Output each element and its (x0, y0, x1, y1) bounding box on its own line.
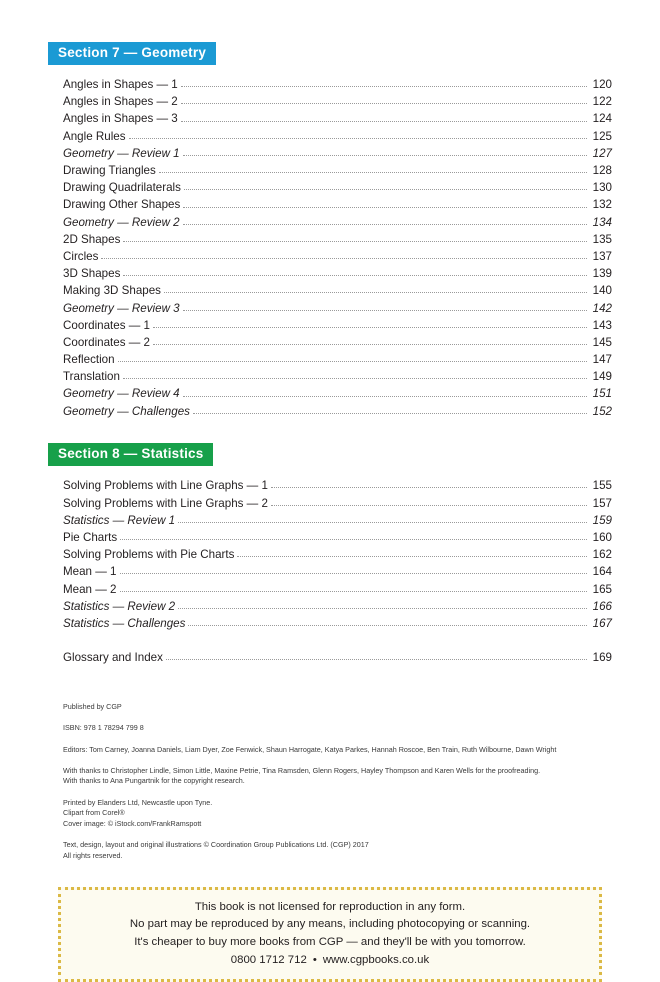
website-link[interactable]: www.cgpbooks.co.uk (322, 954, 430, 967)
toc-entry-title: Angles in Shapes — 1 (63, 78, 178, 92)
toc-entry-page-number: 167 (592, 616, 612, 630)
toc-list-statistics (48, 475, 612, 664)
toc-entry-title: Circles (63, 249, 99, 263)
toc-entry[interactable] (63, 383, 612, 400)
section-header-geometry: Section 7 — Geometry (48, 42, 216, 65)
toc-entry-page-number: 128 (592, 164, 612, 178)
toc-leader-dots (118, 361, 587, 362)
thanks-copyright-line: With thanks to Ana Pungartnik for the copyright research. (63, 776, 245, 786)
rights-reserved-line: All rights reserved. (63, 850, 123, 860)
toc-entry-page-number: 152 (592, 404, 612, 418)
toc-entry-title: Geometry — Review 3 (63, 301, 180, 315)
cover-image-line: Cover image: © iStock.com/FrankRamspott (63, 818, 202, 828)
phone-number: 0800 1712 712 (230, 954, 307, 967)
toc-entry-page-number: 164 (592, 565, 612, 579)
toc-entry-title: Angles in Shapes — 2 (63, 95, 178, 109)
toc-leader-dots (120, 539, 587, 540)
toc-entry-page-number: 139 (592, 267, 612, 281)
clipart-line: Clipart from Corel® (63, 808, 125, 818)
toc-entry-title: Angles in Shapes — 3 (63, 112, 178, 126)
toc-entry[interactable] (63, 509, 612, 526)
toc-entry[interactable] (63, 194, 612, 211)
toc-entry-title: Reflection (63, 353, 115, 367)
toc-leader-dots (120, 573, 588, 574)
toc-entry-page-number: 149 (592, 370, 612, 384)
toc-entry-page-number: 169 (592, 651, 612, 665)
toc-leader-dots (123, 241, 587, 242)
toc-entry-title: Pie Charts (63, 530, 118, 544)
toc-entry-title: Solving Problems with Pie Charts (63, 548, 235, 562)
toc-entry-page-number: 125 (592, 129, 612, 143)
toc-entry[interactable] (63, 177, 612, 194)
toc-entry[interactable] (63, 142, 612, 159)
toc-entry-title: Mean — 1 (63, 565, 117, 579)
toc-entry[interactable] (63, 492, 612, 509)
editors-line: Editors: Tom Carney, Joanna Daniels, Liam Dyer, Zoe Fenwick, Shaun Harrogate, Katya Parkes, Hannah Roscoe, Ben Train, Ruth Wilbourne, Dawn Wright (63, 744, 557, 754)
toc-leader-dots (129, 138, 587, 139)
copyright-line: Text, design, layout and original illustrations © Coordination Group Publications Ltd. (CGP) 2017 (63, 840, 369, 850)
toc-leader-dots (178, 608, 587, 609)
toc-leader-dots (271, 487, 587, 488)
toc-entry-page-number: 134 (592, 215, 612, 229)
toc-entry-page-number: 142 (592, 301, 612, 315)
toc-entry[interactable] (63, 228, 612, 245)
toc-leader-dots (183, 224, 587, 225)
toc-entry-page-number: 151 (592, 387, 612, 401)
toc-entry[interactable] (63, 331, 612, 348)
toc-entry[interactable] (63, 526, 612, 543)
notice-line-1: This book is not licensed for reproduction in any form. (194, 901, 466, 914)
toc-entry-page-number: 132 (592, 198, 612, 212)
toc-leader-dots (181, 121, 587, 122)
toc-leader-dots (181, 86, 587, 87)
toc-entry-title: Angle Rules (63, 129, 126, 143)
toc-entry-title: Statistics — Review 2 (63, 599, 176, 613)
toc-entry-title: Drawing Other Shapes (63, 198, 181, 212)
toc-entry[interactable] (63, 159, 612, 176)
toc-entry-page-number: 140 (592, 284, 612, 298)
toc-entry-title: Solving Problems with Line Graphs — 2 (63, 496, 268, 510)
toc-leader-dots (153, 344, 587, 345)
toc-entry[interactable] (63, 561, 612, 578)
toc-entry-page-number: 165 (592, 582, 612, 596)
toc-entry-page-number: 135 (592, 232, 612, 246)
toc-entry[interactable] (63, 74, 612, 91)
toc-entry[interactable] (63, 595, 612, 612)
toc-entry-title: 2D Shapes (63, 232, 121, 246)
toc-leader-dots (181, 103, 587, 104)
toc-entry-title: Translation (63, 370, 120, 384)
toc-entry-page-number: 122 (592, 95, 612, 109)
toc-leader-dots (166, 659, 587, 660)
toc-entry[interactable] (63, 125, 612, 142)
toc-entry-title: Geometry — Review 4 (63, 387, 180, 401)
toc-leader-dots (193, 413, 587, 414)
toc-entry[interactable] (63, 544, 612, 561)
toc-entry-title: Drawing Triangles (63, 164, 156, 178)
section-block-geometry (48, 42, 612, 417)
toc-entry-page-number: 130 (592, 181, 612, 195)
toc-leader-dots (120, 591, 588, 592)
isbn-line: ISBN: 978 1 78294 799 8 (63, 723, 144, 733)
toc-entry[interactable] (63, 245, 612, 262)
toc-entry-page-number: 160 (592, 530, 612, 544)
notice-contact-line (71, 952, 589, 969)
section-header-statistics: Section 8 — Statistics (48, 443, 213, 466)
toc-leader-dots (159, 172, 587, 173)
toc-entry[interactable] (63, 366, 612, 383)
toc-entry-title: Solving Problems with Line Graphs — 1 (63, 479, 268, 493)
toc-entry[interactable] (63, 280, 612, 297)
toc-entry-page-number: 137 (592, 249, 612, 263)
toc-entry[interactable] (63, 578, 612, 595)
toc-entry[interactable] (63, 297, 612, 314)
toc-entry-title: 3D Shapes (63, 267, 121, 281)
toc-leader-dots (183, 155, 587, 156)
toc-entry[interactable] (63, 475, 612, 492)
notice-line-2: No part may be reproduced by any means, including photocopying or scanning. (129, 918, 531, 931)
toc-leader-dots (183, 207, 587, 208)
toc-entry-title: Glossary and Index (63, 651, 163, 665)
toc-entry-page-number: 162 (592, 548, 612, 562)
toc-entry-title: Geometry — Review 1 (63, 146, 180, 160)
toc-leader-dots (184, 189, 587, 190)
toc-entry-page-number: 124 (592, 112, 612, 126)
imprint-block (48, 702, 612, 861)
toc-entry-page-number: 155 (592, 479, 612, 493)
licensing-notice-box (58, 887, 602, 982)
toc-entry-title: Making 3D Shapes (63, 284, 161, 298)
toc-entry-page-number: 120 (592, 78, 612, 92)
toc-entry[interactable] (63, 91, 612, 108)
toc-entry[interactable] (63, 349, 612, 366)
toc-list-geometry (48, 74, 612, 418)
toc-entry[interactable] (63, 400, 612, 417)
toc-entry[interactable] (63, 263, 612, 280)
bullet-separator-icon: • (312, 954, 317, 967)
toc-leader-dots (178, 522, 587, 523)
toc-leader-dots (237, 556, 587, 557)
toc-entry-title: Mean — 2 (63, 582, 117, 596)
toc-leader-dots (271, 505, 587, 506)
toc-entry-title: Statistics — Review 1 (63, 513, 176, 527)
notice-line-3: It's cheaper to buy more books from CGP — and they'll be with you tomorrow. (134, 935, 526, 948)
toc-leader-dots (183, 310, 587, 311)
toc-entry-page-number: 145 (592, 335, 612, 349)
toc-leader-dots (164, 292, 587, 293)
toc-entry-page-number: 166 (592, 599, 612, 613)
toc-entry-title: Drawing Quadrilaterals (63, 181, 181, 195)
toc-leader-dots (123, 275, 587, 276)
toc-entry[interactable] (63, 211, 612, 228)
toc-entry-page-number: 159 (592, 513, 612, 527)
toc-entry-page-number: 127 (592, 146, 612, 160)
toc-leader-dots (123, 378, 587, 379)
toc-entry[interactable] (63, 108, 612, 125)
printed-by-line: Printed by Elanders Ltd, Newcastle upon Tyne. (63, 797, 213, 807)
toc-entry[interactable] (63, 314, 612, 331)
thanks-proofreading-line: With thanks to Christopher Lindle, Simon Little, Maxine Petrie, Tina Ramsden, Glenn Rogers, Hayley Thompson and Karen Wells for the proofreading. (63, 765, 541, 775)
toc-leader-dots (101, 258, 587, 259)
toc-entry-title: Statistics — Challenges (63, 616, 186, 630)
toc-entry[interactable] (63, 612, 612, 629)
toc-entry-title: Coordinates — 1 (63, 318, 150, 332)
toc-entry-title: Coordinates — 2 (63, 335, 150, 349)
publisher-line: Published by CGP (63, 701, 122, 711)
toc-entry-page-number: 143 (592, 318, 612, 332)
toc-leader-dots (153, 327, 587, 328)
section-block-statistics (48, 443, 612, 663)
toc-entry[interactable] (63, 646, 612, 663)
toc-entry-title: Geometry — Challenges (63, 404, 190, 418)
toc-entry-page-number: 147 (592, 353, 612, 367)
toc-leader-dots (188, 625, 587, 626)
toc-entry-page-number: 157 (592, 496, 612, 510)
toc-leader-dots (183, 396, 587, 397)
toc-entry-title: Geometry — Review 2 (63, 215, 180, 229)
